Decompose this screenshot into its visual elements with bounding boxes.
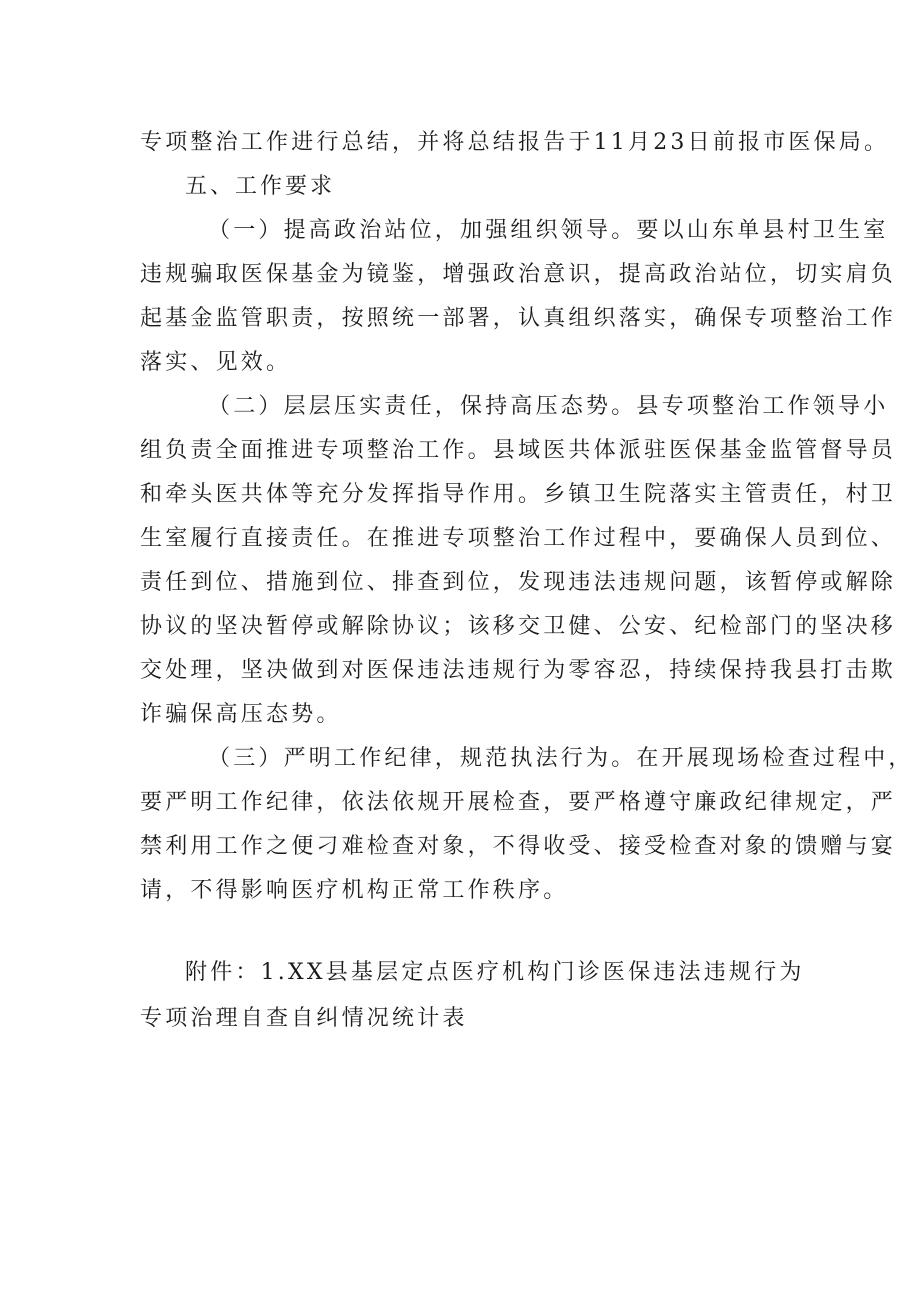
section-heading: 五、工作要求 bbox=[185, 174, 336, 199]
paragraph-line: 组负责全面推进专项整治工作。县域医共体派驻医保基金监管督导员 bbox=[140, 438, 897, 463]
paragraph-line: 协议的坚决暂停或解除协议；该移交卫健、公安、纪检部门的坚决移 bbox=[140, 614, 897, 639]
paragraph-line: 诈骗保高压态势。 bbox=[140, 702, 342, 727]
paragraph-line: 和牵头医共体等充分发挥指导作用。乡镇卫生院落实主管责任，村卫 bbox=[140, 482, 897, 507]
paragraph-line: 禁利用工作之便刁难检查对象，不得收受、接受检查对象的馈赠与宴 bbox=[140, 834, 897, 859]
paragraph-line: 落实、见效。 bbox=[140, 350, 292, 375]
attachment-line-1: 附件：1.XX县基层定点医疗机构门诊医保违法违规行为 bbox=[185, 960, 805, 985]
paragraph-line: 要严明工作纪律，依法依规开展检查，要严格遵守廉政纪律规定，严 bbox=[140, 790, 897, 815]
paragraph-line: 请，不得影响医疗机构正常工作秩序。 bbox=[140, 878, 569, 903]
attachment-line-2: 专项治理自查自纠情况统计表 bbox=[140, 1006, 468, 1031]
paragraph-line: 起基金监管职责，按照统一部署，认真组织落实，确保专项整治工作 bbox=[140, 306, 897, 331]
paragraph-line: 交处理，坚决做到对医保违法违规行为零容忍，持续保持我县打击欺 bbox=[140, 658, 897, 683]
paragraph-line: （一）提高政治站位，加强组织领导。要以山东单县村卫生室 bbox=[208, 218, 889, 243]
paragraph-line: （二）层层压实责任，保持高压态势。县专项整治工作领导小 bbox=[208, 394, 889, 419]
paragraph-line: 责任到位、措施到位、排查到位，发现违法违规问题，该暂停或解除 bbox=[140, 570, 897, 595]
paragraph-intro-tail: 专项整治工作进行总结，并将总结报告于11月23日前报市医保局。 bbox=[140, 130, 890, 155]
paragraph-line: 生室履行直接责任。在推进专项整治工作过程中，要确保人员到位、 bbox=[140, 526, 897, 551]
paragraph-line: 违规骗取医保基金为镜鉴，增强政治意识，提高政治站位，切实肩负 bbox=[140, 262, 897, 287]
paragraph-line: （三）严明工作纪律，规范执法行为。在开展现场检查过程中， bbox=[208, 746, 914, 771]
